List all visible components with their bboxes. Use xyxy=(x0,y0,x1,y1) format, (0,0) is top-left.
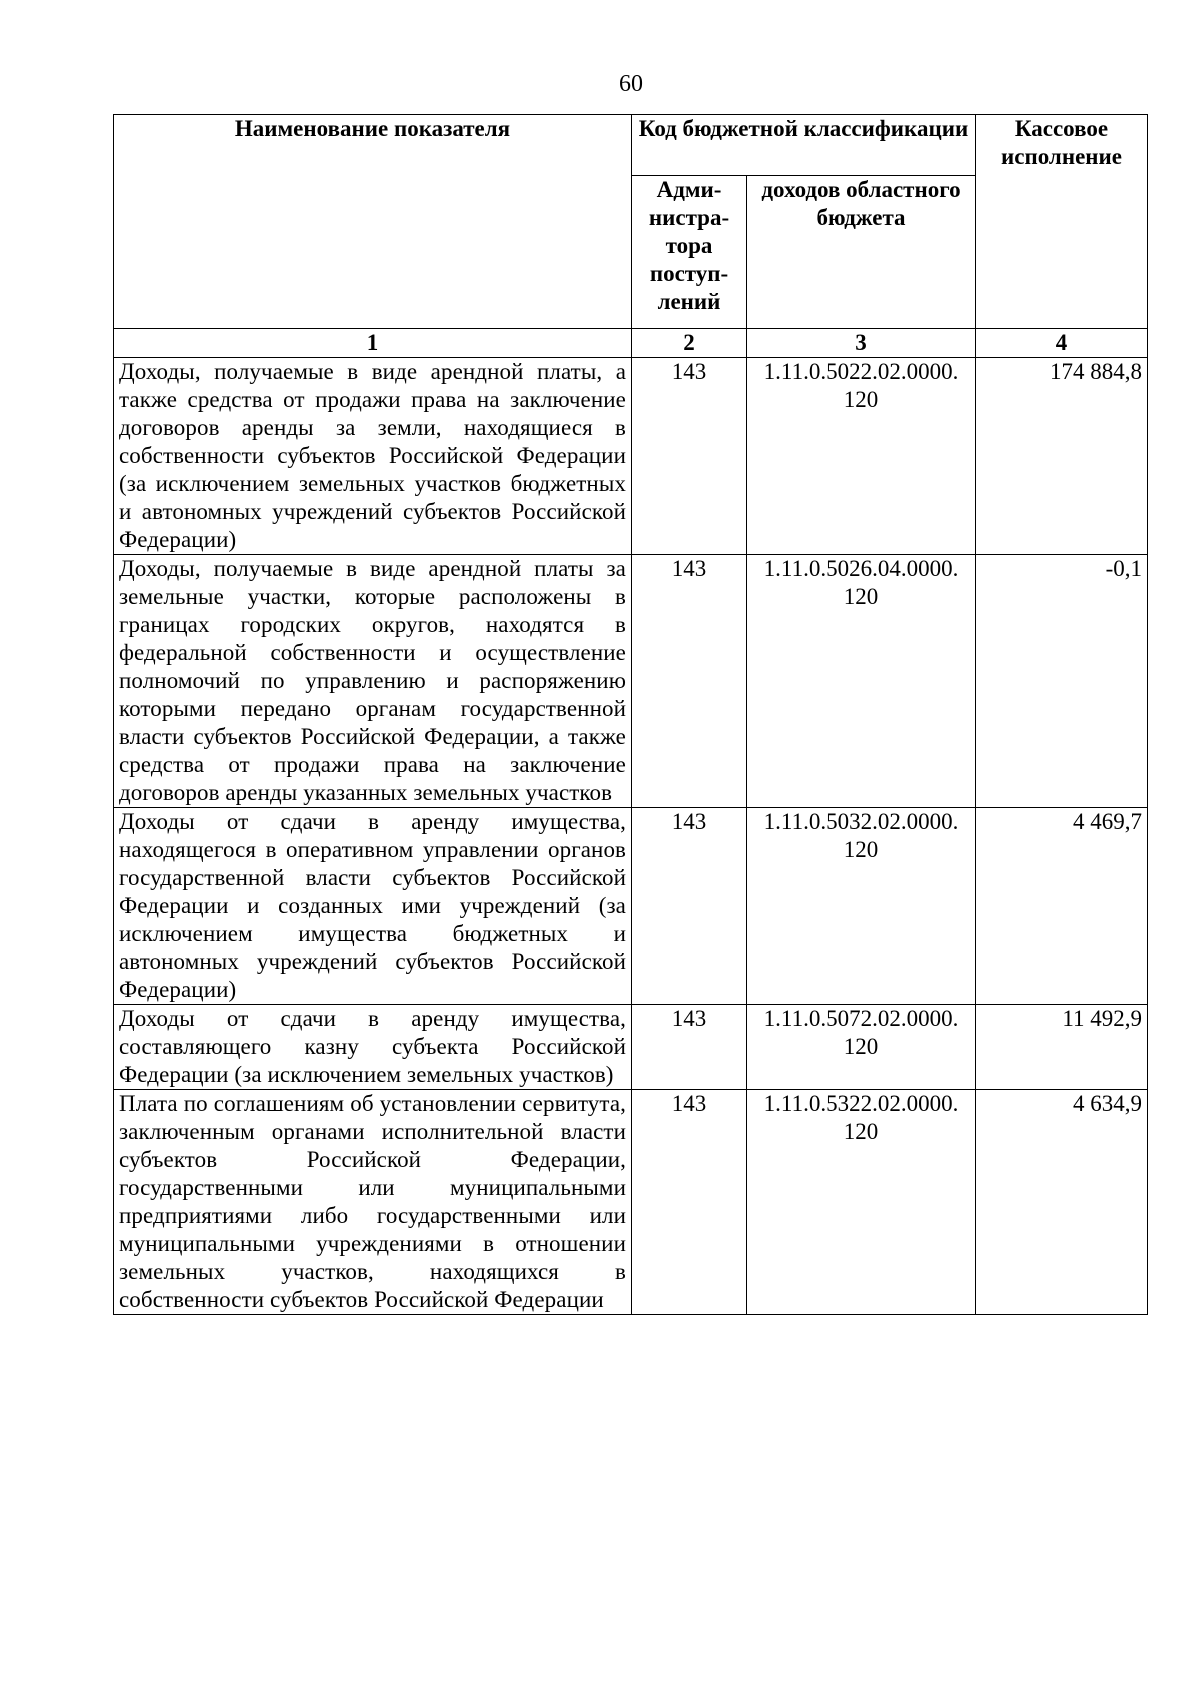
indicator-name: Доходы от сдачи в аренду имущества, находящегося в оперативном управлении органов государственной власти субъектов Российской Федерации и созданных ими учреждений (за исключением имущества бюджетных и автономных учреждений субъектов Российской Федерации) xyxy=(114,808,632,1005)
column-number: 3 xyxy=(747,329,976,358)
column-number: 1 xyxy=(114,329,632,358)
header-regional-budget-income: доходов областного бюджета xyxy=(747,176,976,329)
header-cash-execution: Кассовое исполнение xyxy=(976,115,1148,329)
header-revenue-administrator: Адми-нистра-тора поступ-лений xyxy=(632,176,747,329)
indicator-name: Плата по соглашениям об установлении сервитута, заключенным органами исполнительной власти субъектов Российской Федерации, государственными или муниципальными предприятиями либо государственными или муниципальными учреждениями в отношении земельных участков, находящихся в собственности субъектов Российской Федерации xyxy=(114,1090,632,1315)
administrator-code: 143 xyxy=(632,358,747,555)
cash-execution-amount: 4 634,9 xyxy=(976,1090,1148,1315)
income-code: 1.11.0.5022.02.0000. 120 xyxy=(747,358,976,555)
administrator-code: 143 xyxy=(632,808,747,1005)
cash-execution-amount: 4 469,7 xyxy=(976,808,1148,1005)
column-number: 2 xyxy=(632,329,747,358)
administrator-code: 143 xyxy=(632,1005,747,1090)
income-code: 1.11.0.5322.02.0000. 120 xyxy=(747,1090,976,1315)
table-row xyxy=(114,808,1148,1005)
budget-income-table xyxy=(113,114,1148,1315)
indicator-name: Доходы, получаемые в виде арендной платы, а также средства от продажи права на заключение договоров аренды за земли, находящиеся в собственности субъектов Российской Федерации (за исключением земельных участков бюджетных и автономных учреждений субъектов Российской Федерации) xyxy=(114,358,632,555)
cash-execution-amount: -0,1 xyxy=(976,555,1148,808)
income-code: 1.11.0.5032.02.0000. 120 xyxy=(747,808,976,1005)
income-code: 1.11.0.5026.04.0000. 120 xyxy=(747,555,976,808)
header-indicator-name: Наименование показателя xyxy=(114,115,632,329)
table-row xyxy=(114,1005,1148,1090)
indicator-name: Доходы, получаемые в виде арендной платы за земельные участки, которые расположены в границах городских округов, находятся в федеральной собственности и осуществление полномочий по управлению и распоряжению которыми передано органам государственной власти субъектов Российской Федерации, а также средства от продажи права на заключение договоров аренды указанных земельных участков xyxy=(114,555,632,808)
header-classification-code: Код бюджетной классификации xyxy=(632,115,976,176)
cash-execution-amount: 174 884,8 xyxy=(976,358,1148,555)
table-row xyxy=(114,358,1148,555)
table-row xyxy=(114,555,1148,808)
column-number: 4 xyxy=(976,329,1148,358)
page-number: 60 xyxy=(619,71,643,97)
administrator-code: 143 xyxy=(632,1090,747,1315)
income-code: 1.11.0.5072.02.0000. 120 xyxy=(747,1005,976,1090)
cash-execution-amount: 11 492,9 xyxy=(976,1005,1148,1090)
table-row xyxy=(114,1090,1148,1315)
column-numbers-row xyxy=(114,329,1148,358)
administrator-code: 143 xyxy=(632,555,747,808)
indicator-name: Доходы от сдачи в аренду имущества, составляющего казну субъекта Российской Федерации (за исключением земельных участков) xyxy=(114,1005,632,1090)
